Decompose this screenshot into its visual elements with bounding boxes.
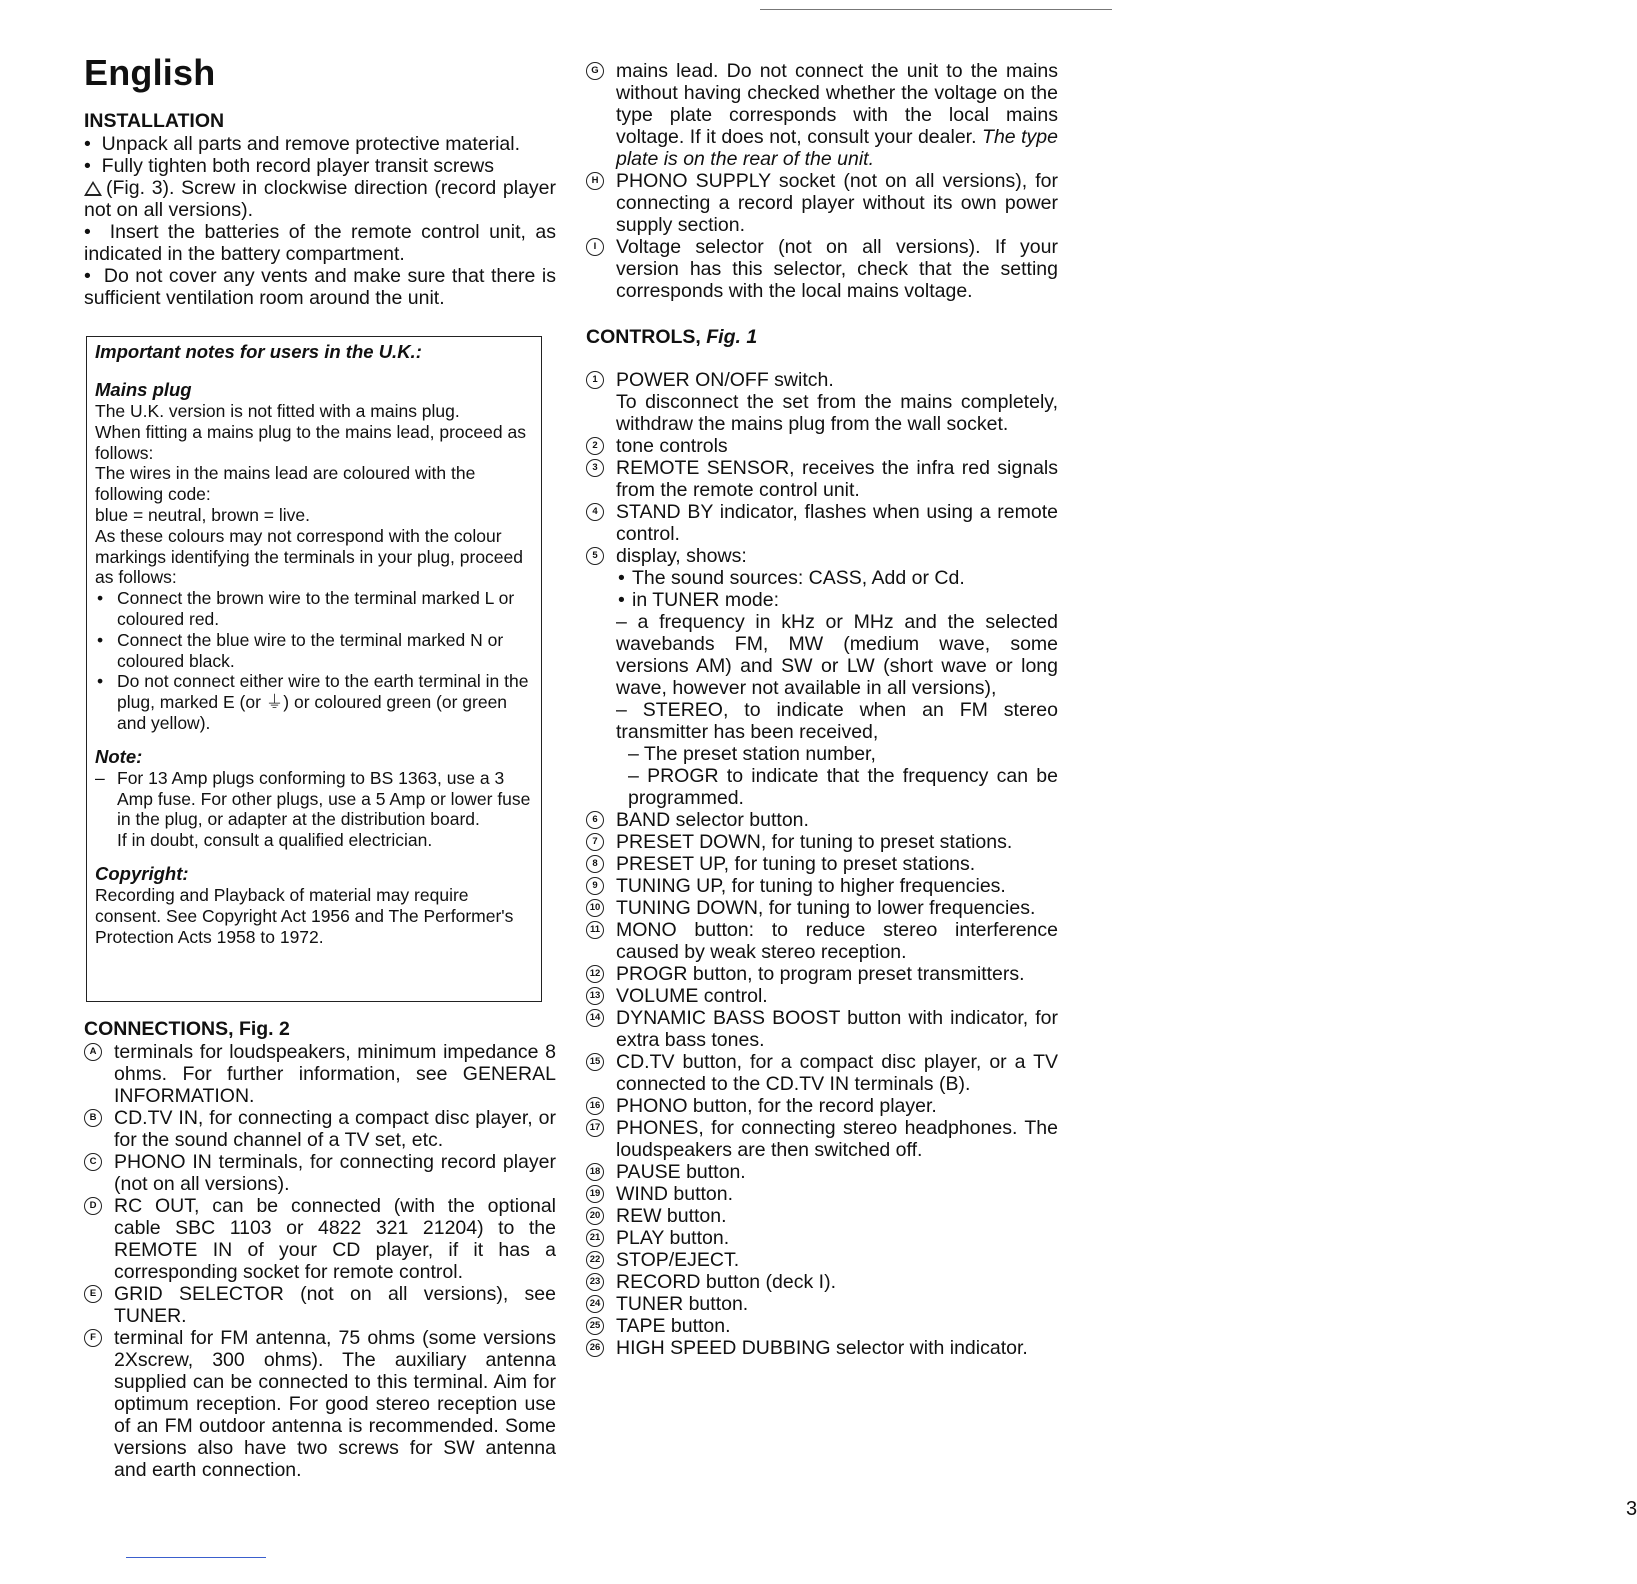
connections-list-continued — [586, 60, 1058, 302]
marker-icon: 15 — [586, 1053, 604, 1071]
copyright-text: Recording and Playback of material may require consent. See Copyright Act 1956 and The Performer's Protection Acts 1958 to 1972. — [95, 884, 514, 947]
list-item: 6 BAND selector button. — [586, 809, 1058, 831]
display-bullet: • in TUNER mode: — [616, 589, 1058, 611]
list-item: 24 TUNER button. — [586, 1293, 1058, 1315]
connections-section — [84, 1018, 556, 1481]
list-item: 8 PRESET UP, for tuning to preset stations. — [586, 853, 1058, 875]
mains-plug-heading: Mains plug — [95, 379, 192, 400]
marker-icon: 10 — [586, 899, 604, 917]
marker-icon: 5 — [586, 547, 604, 565]
page-title: English — [84, 52, 216, 93]
marker-icon: 12 — [586, 965, 604, 983]
marker-icon: D — [84, 1197, 102, 1215]
list-item: 12 PROGR button, to program preset transmitters. — [586, 963, 1058, 985]
mains-text: As these colours may not correspond with the colour markings identifying the terminals in your plug, proceed as follows: — [95, 525, 523, 588]
list-item: G mains lead. Do not connect the unit to the mains without having checked whether the voltage on the type plate corresponds with the local mains voltage. If it does not, consult your dealer. The type plate is on the rear of the unit. — [586, 60, 1058, 170]
marker-icon: 1 — [586, 371, 604, 389]
list-item: 2 tone controls — [586, 435, 1058, 457]
uk-notes-box — [86, 336, 542, 1002]
list-item: 9 TUNING UP, for tuning to higher frequencies. — [586, 875, 1058, 897]
list-item: D RC OUT, can be connected (with the optional cable SBC 1103 or 4822 321 21204) to the REMOTE IN of your CD player, if it has a corresponding socket for remote control. — [84, 1195, 556, 1283]
mains-text: The wires in the mains lead are coloured with the following code: — [95, 463, 476, 505]
display-dash: – STEREO, to indicate when an FM stereo transmitter has been received, — [616, 699, 1058, 743]
marker-icon: F — [84, 1329, 102, 1347]
marker-icon: B — [84, 1109, 102, 1127]
marker-icon: I — [586, 238, 604, 256]
marker-icon: C — [84, 1153, 102, 1171]
list-item: 14 DYNAMIC BASS BOOST button with indicator, for extra bass tones. — [586, 1007, 1058, 1051]
marker-icon: 13 — [586, 987, 604, 1005]
marker-icon: 25 — [586, 1317, 604, 1335]
marker-icon: 8 — [586, 855, 604, 873]
marker-icon: 17 — [586, 1119, 604, 1137]
controls-list — [586, 369, 1058, 1359]
marker-icon: 3 — [586, 459, 604, 477]
top-rule — [760, 9, 1112, 10]
list-item: F terminal for FM antenna, 75 ohms (some versions 2Xscrew, 300 ohms). The auxiliary antenna supplied can be connected to this terminal. Aim for optimum reception. For good stereo reception use of an FM outdoor antenna is recommended. Some versions also have two screws for SW antenna and earth connection. — [84, 1327, 556, 1481]
mains-bullet: • Do not connect either wire to the earth terminal in the plug, marked E (or ⏚) or coloured green (or green and yellow). — [95, 671, 533, 733]
list-item: 3 REMOTE SENSOR, receives the infra red signals from the remote control unit. — [586, 457, 1058, 501]
marker-icon: 23 — [586, 1273, 604, 1291]
uk-box-heading: Important notes for users in the U.K.: — [95, 341, 422, 362]
marker-icon: 14 — [586, 1009, 604, 1027]
marker-icon: 9 — [586, 877, 604, 895]
display-dash: – PROGR to indicate that the frequency can be programmed. — [628, 765, 1059, 809]
list-item: I Voltage selector (not on all versions). If your version has this selector, check that the setting corresponds with the local mains voltage. — [586, 236, 1058, 302]
note-heading: Note: — [95, 745, 143, 767]
marker-icon: 26 — [586, 1339, 604, 1357]
installation-bullet: • Fully tighten both record player transit screws — [84, 155, 495, 177]
mains-text: blue = neutral, brown = live. — [95, 504, 310, 525]
connections-heading: CONNECTIONS, Fig. 2 — [84, 1018, 290, 1040]
display-dash: – The preset station number, — [628, 743, 876, 765]
marker-icon: 16 — [586, 1097, 604, 1115]
list-item: 25 TAPE button. — [586, 1315, 1058, 1337]
mains-bullet: • Connect the blue wire to the terminal marked N or coloured black. — [95, 630, 533, 672]
list-item: 11 MONO button: to reduce stereo interference caused by weak stereo reception. — [586, 919, 1058, 963]
installation-bullet: • Do not cover any vents and make sure that there is sufficient ventilation room around the unit. — [84, 265, 556, 309]
marker-icon: 4 — [586, 503, 604, 521]
marker-icon: A — [84, 1043, 102, 1061]
marker-icon: H — [586, 172, 604, 190]
controls-section — [586, 326, 1058, 1359]
list-item: 13 VOLUME control. — [586, 985, 1058, 1007]
installation-bullet: • Unpack all parts and remove protective material. — [84, 133, 521, 155]
display-bullet: • The sound sources: CASS, Add or Cd. — [616, 567, 1058, 589]
list-item: 5 display, shows: • The sound sources: CASS, Add or Cd. • in TUNER mode: – a frequency in kHz or MHz and the selected wavebands FM, MW (medium wave, some versions AM) and SW or LW (short wave or long wave, however not available in all versions), – STEREO, to indicate when an FM stereo transmitter has been received, – The preset station number, – PROGR to indicate that the frequency can be programmed. — [586, 545, 1058, 809]
marker-icon: 2 — [586, 437, 604, 455]
list-item: 21 PLAY button. — [586, 1227, 1058, 1249]
installation-section — [84, 110, 556, 309]
marker-icon: 21 — [586, 1229, 604, 1247]
marker-icon: 22 — [586, 1251, 604, 1269]
list-item: A terminals for loudspeakers, minimum impedance 8 ohms. For further information, see GENERAL INFORMATION. — [84, 1041, 556, 1107]
list-item: 16 PHONO button, for the record player. — [586, 1095, 1058, 1117]
mains-bullet: • Connect the brown wire to the terminal marked L or coloured red. — [95, 588, 533, 630]
marker-icon: 24 — [586, 1295, 604, 1313]
marker-icon: 6 — [586, 811, 604, 829]
warning-triangle-icon — [84, 181, 102, 196]
installation-continuation: (Fig. 3). Screw in clockwise direction (record player not on all versions). — [84, 177, 556, 221]
connections-list — [84, 1041, 556, 1481]
installation-bullet: • Insert the batteries of the remote control unit, as indicated in the battery compartment. — [84, 221, 556, 265]
list-item: 7 PRESET DOWN, for tuning to preset stations. — [586, 831, 1058, 853]
marker-icon: 11 — [586, 921, 604, 939]
page-number: 3 — [1626, 1498, 1637, 1520]
list-item: 1 POWER ON/OFF switch. To disconnect the set from the mains completely, withdraw the mains plug from the wall socket. — [586, 369, 1058, 435]
note-text: If in doubt, consult a qualified electrician. — [117, 830, 433, 851]
copyright-heading: Copyright: — [95, 862, 189, 884]
controls-heading: CONTROLS, Fig. 1 — [586, 326, 758, 348]
bottom-rule — [126, 1557, 266, 1558]
list-item: E GRID SELECTOR (not on all versions), see TUNER. — [84, 1283, 556, 1327]
list-item: 19 WIND button. — [586, 1183, 1058, 1205]
marker-icon: 18 — [586, 1163, 604, 1181]
list-item: 15 CD.TV button, for a compact disc player, or a TV connected to the CD.TV IN terminals (B). — [586, 1051, 1058, 1095]
list-item: 17 PHONES, for connecting stereo headphones. The loudspeakers are then switched off. — [586, 1117, 1058, 1161]
list-item: 18 PAUSE button. — [586, 1161, 1058, 1183]
display-dash: – a frequency in kHz or MHz and the selected wavebands FM, MW (medium wave, some versions AM) and SW or LW (short wave or long wave, however not available in all versions), — [616, 611, 1058, 699]
installation-heading: INSTALLATION — [84, 110, 225, 132]
list-item: 23 RECORD button (deck I). — [586, 1271, 1058, 1293]
marker-icon: G — [586, 62, 604, 80]
list-item: C PHONO IN terminals, for connecting record player (not on all versions). — [84, 1151, 556, 1195]
marker-icon: 7 — [586, 833, 604, 851]
list-item: H PHONO SUPPLY socket (not on all versions), for connecting a record player without its own power supply section. — [586, 170, 1058, 236]
mains-text: When fitting a mains plug to the mains lead, proceed as follows: — [95, 421, 526, 463]
list-item: B CD.TV IN, for connecting a compact disc player, or for the sound channel of a TV set, etc. — [84, 1107, 556, 1151]
list-item: 10 TUNING DOWN, for tuning to lower frequencies. — [586, 897, 1058, 919]
note-text: – For 13 Amp plugs conforming to BS 1363, use a 3 Amp fuse. For other plugs, use a 5 Amp or lower fuse in the plug, or adapter at the distribution board. — [95, 768, 533, 830]
marker-icon: 19 — [586, 1185, 604, 1203]
marker-icon: 20 — [586, 1207, 604, 1225]
list-item: 20 REW button. — [586, 1205, 1058, 1227]
list-item: 4 STAND BY indicator, flashes when using a remote control. — [586, 501, 1058, 545]
list-item: 26 HIGH SPEED DUBBING selector with indicator. — [586, 1337, 1058, 1359]
marker-icon: E — [84, 1285, 102, 1303]
mains-text: The U.K. version is not fitted with a mains plug. — [95, 401, 460, 421]
list-item: 22 STOP/EJECT. — [586, 1249, 1058, 1271]
